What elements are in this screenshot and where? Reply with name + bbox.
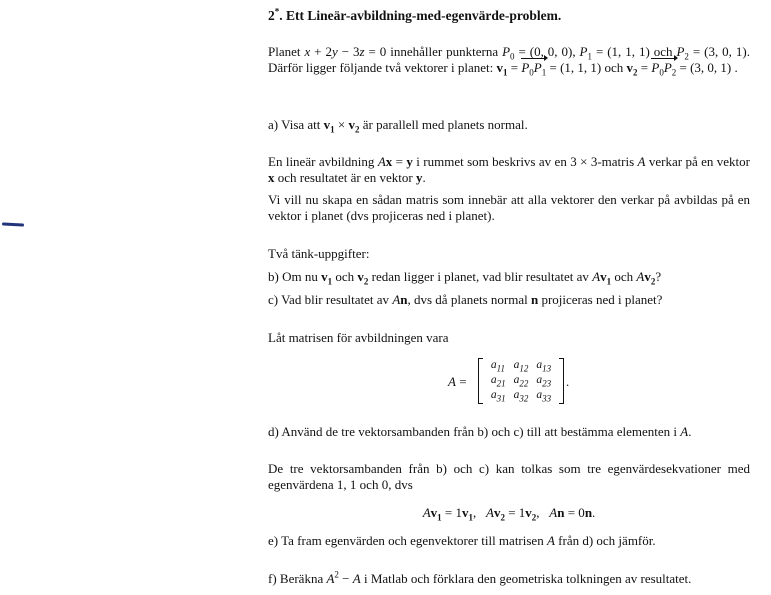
part-a: a) Visa att $v_1 \times v_2$ är parallell med planets normal. (268, 117, 528, 135)
matrix-cell: $a_{32}$ (513, 389, 529, 404)
matrix-cell: $a_{11}$ (490, 359, 505, 374)
matrix-cell: $a_{22}$ (513, 374, 529, 389)
matrix-cell: $a_{23}$ (536, 374, 552, 389)
matrix-cell: $a_{31}$ (490, 389, 506, 404)
matrix-cell: $a_{12}$ (513, 359, 529, 374)
linear-paragraph-1: En lineär avbildning Ax = y i rummet som beskrivs av en 3 × 3-matris A verkar på en vektor x och resultatet är en vektor y. (268, 154, 750, 185)
matrix-period: . (566, 374, 570, 389)
part-d: d) Använd de tre vektorsambanden från b) och c) till att bestämma elementen i A. (268, 424, 692, 439)
intro-paragraph: Planet x + 2y − 3z = 0 innehåller punkterna $P_0 = (0$, 0, 0), $P_1 = (1$, 1, 1) och $P_2 = (3$, 0, 1). Därför ligger följande två vektorer i planet: $v_1 = P_0P_1 = (1$, 1, 1) och $v_2 = P_0P_2 = (3$, 0, 1) . (268, 44, 750, 78)
matrix-display (268, 356, 750, 406)
linear-paragraph-2: Vi vill nu skapa en sådan matris som innebär att alla vektorer den verkar på avbildas på en vektor i planet (dvs projiceras ned i planet). (268, 192, 750, 223)
part-c: c) Vad blir resultatet av An, dvs då planets normal n projiceras ned i planet? (268, 292, 663, 307)
matrix-cell: $a_{13}$ (536, 359, 552, 374)
part-b: b) Om nu $v_1$ och $v_2$ redan ligger i planet, vad blir resultatet av $Av_1$ och $Av_2$? (268, 269, 662, 287)
pen-mark (2, 222, 24, 226)
part-e: e) Ta fram egenvärden och egenvektorer till matrisen A från d) och jämför. (268, 533, 656, 548)
matrix-cell: $a_{21}$ (490, 374, 506, 389)
think-heading: Två tänk-uppgifter: (268, 246, 370, 261)
matrix-lhs: A = (448, 374, 467, 389)
matrix-table (487, 358, 555, 403)
eigen-equations: $Av_1 = 1v_1$, $Av_2 = 1v_2$, An = 0n. (422, 505, 596, 523)
matrix-brackets (478, 358, 564, 404)
matrix-intro: Låt matrisen för avbildningen vara (268, 330, 449, 345)
part-f: f) Beräkna $A^2 - A$ i Matlab och förklara den geometriska tolkningen av resultatet. (268, 569, 692, 586)
eigen-paragraph: De tre vektorsambanden från b) och c) kan tolkas som tre egenvärdesekvationer med egenvärdena 1, 1 och 0, dvs (268, 461, 750, 492)
problem-title: 2*. Ett Lineär-avbildning-med-egenvärde-problem. (268, 6, 562, 23)
matrix-cell: $a_{33}$ (536, 389, 552, 404)
